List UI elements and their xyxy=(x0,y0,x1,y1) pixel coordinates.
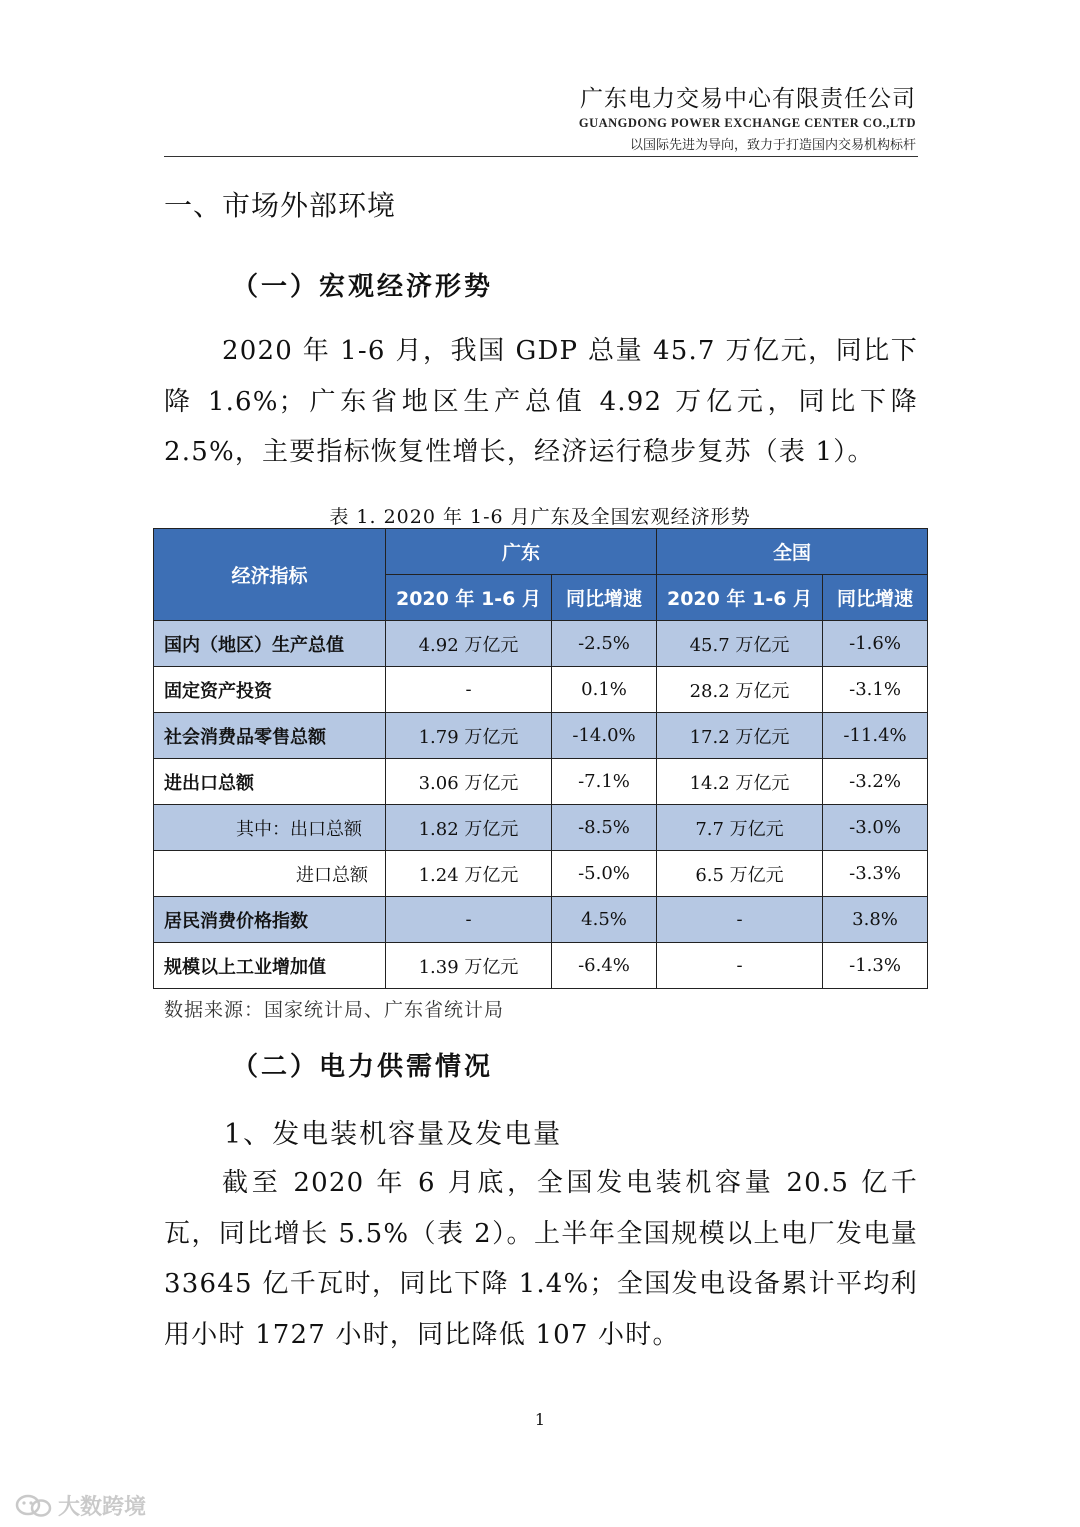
row-label: 其中：出口总额 xyxy=(154,805,386,851)
cell-gd-growth: -14.0% xyxy=(552,713,657,759)
cell-cn-growth: -3.1% xyxy=(823,667,928,713)
cell-cn-value: 45.7 万亿元 xyxy=(657,621,823,667)
table-row xyxy=(154,667,928,713)
header-guangdong: 广东 xyxy=(386,529,657,575)
cell-gd-value: 3.06 万亿元 xyxy=(386,759,552,805)
header-indicator: 经济指标 xyxy=(154,529,386,621)
cell-gd-growth: 0.1% xyxy=(552,667,657,713)
cell-gd-growth: -6.4% xyxy=(552,943,657,989)
watermark xyxy=(14,1490,146,1521)
cell-cn-value: 28.2 万亿元 xyxy=(657,667,823,713)
cell-gd-value: 1.39 万亿元 xyxy=(386,943,552,989)
table-row xyxy=(154,713,928,759)
paragraph-macro: 2020 年 1-6 月，我国 GDP 总量 45.7 万亿元，同比下降 1.6%；广东省地区生产总值 4.92 万亿元，同比下降 2.5%，主要指标恢复性增长，经济运行稳步复苏（表 1）。 xyxy=(164,336,918,467)
cell-gd-growth: -2.5% xyxy=(552,621,657,667)
cell-cn-value: 17.2 万亿元 xyxy=(657,713,823,759)
table-row xyxy=(154,805,928,851)
page-number: 1 xyxy=(534,1410,546,1429)
cell-gd-value: - xyxy=(386,897,552,943)
cell-gd-growth: -8.5% xyxy=(552,805,657,851)
table-row xyxy=(154,897,928,943)
cell-cn-growth: 3.8% xyxy=(823,897,928,943)
header-company: 广东电力交易中心有限责任公司 xyxy=(580,86,916,112)
cell-cn-value: 6.5 万亿元 xyxy=(657,851,823,897)
header-gd-period: 2020 年 1-6 月 xyxy=(386,575,552,621)
cell-cn-growth: -3.3% xyxy=(823,851,928,897)
section-title: 一、市场外部环境 xyxy=(164,189,397,222)
row-label: 居民消费价格指数 xyxy=(154,897,386,943)
subsection-title-power: （二）电力供需情况 xyxy=(232,1052,494,1082)
header-cn-growth: 同比增速 xyxy=(823,575,928,621)
header-divider xyxy=(164,156,918,157)
cell-gd-value: 1.24 万亿元 xyxy=(386,851,552,897)
row-label: 进口总额 xyxy=(154,851,386,897)
watermark-text: 大数跨境 xyxy=(58,1495,147,1520)
row-label: 规模以上工业增加值 xyxy=(154,943,386,989)
cell-cn-growth: -1.6% xyxy=(823,621,928,667)
cell-cn-growth: -1.3% xyxy=(823,943,928,989)
table-row xyxy=(154,759,928,805)
row-label: 固定资产投资 xyxy=(154,667,386,713)
paragraph-capacity: 截至 2020 年 6 月底，全国发电装机容量 20.5 亿千瓦，同比增长 5.5%（表 2）。上半年全国规模以上电厂发电量 33645 亿千瓦时，同比下降 1.4%；全国发电设备累计平均利用小时 1727 小时，同比降低 107 小时。 xyxy=(164,1168,918,1350)
cell-gd-value: 1.79 万亿元 xyxy=(386,713,552,759)
subheading-capacity: 1、发电装机容量及发电量 xyxy=(224,1119,563,1150)
cell-gd-growth: 4.5% xyxy=(552,897,657,943)
cell-cn-value: 7.7 万亿元 xyxy=(657,805,823,851)
table-row xyxy=(154,851,928,897)
cell-cn-growth: -11.4% xyxy=(823,713,928,759)
header-national: 全国 xyxy=(657,529,928,575)
table-caption: 表 1. 2020 年 1-6 月广东及全国宏观经济形势 xyxy=(329,506,751,528)
cell-cn-value: - xyxy=(657,943,823,989)
wechat-logo-icon xyxy=(14,1493,54,1519)
cell-cn-growth: -3.2% xyxy=(823,759,928,805)
cell-gd-value: 4.92 万亿元 xyxy=(386,621,552,667)
table-source-note: 数据来源：国家统计局、广东省统计局 xyxy=(164,999,505,1021)
cell-gd-value: - xyxy=(386,667,552,713)
header-slogan: 以国际先进为导向，致力于打造国内交易机构标杆 xyxy=(629,138,916,153)
header-gd-growth: 同比增速 xyxy=(552,575,657,621)
cell-gd-growth: -5.0% xyxy=(552,851,657,897)
cell-cn-value: - xyxy=(657,897,823,943)
subsection-title-macro: （一）宏观经济形势 xyxy=(232,272,494,302)
cell-cn-value: 14.2 万亿元 xyxy=(657,759,823,805)
cell-cn-growth: -3.0% xyxy=(823,805,928,851)
header-cn-period: 2020 年 1-6 月 xyxy=(657,575,823,621)
row-label: 社会消费品零售总额 xyxy=(154,713,386,759)
row-label: 进出口总额 xyxy=(154,759,386,805)
cell-gd-growth: -7.1% xyxy=(552,759,657,805)
row-label: 国内（地区）生产总值 xyxy=(154,621,386,667)
cell-gd-value: 1.82 万亿元 xyxy=(386,805,552,851)
macro-economy-table xyxy=(153,528,928,989)
table-row xyxy=(154,621,928,667)
header-company-en: GUANGDONG POWER EXCHANGE CENTER CO.,LTD xyxy=(578,116,916,130)
table-row xyxy=(154,943,928,989)
